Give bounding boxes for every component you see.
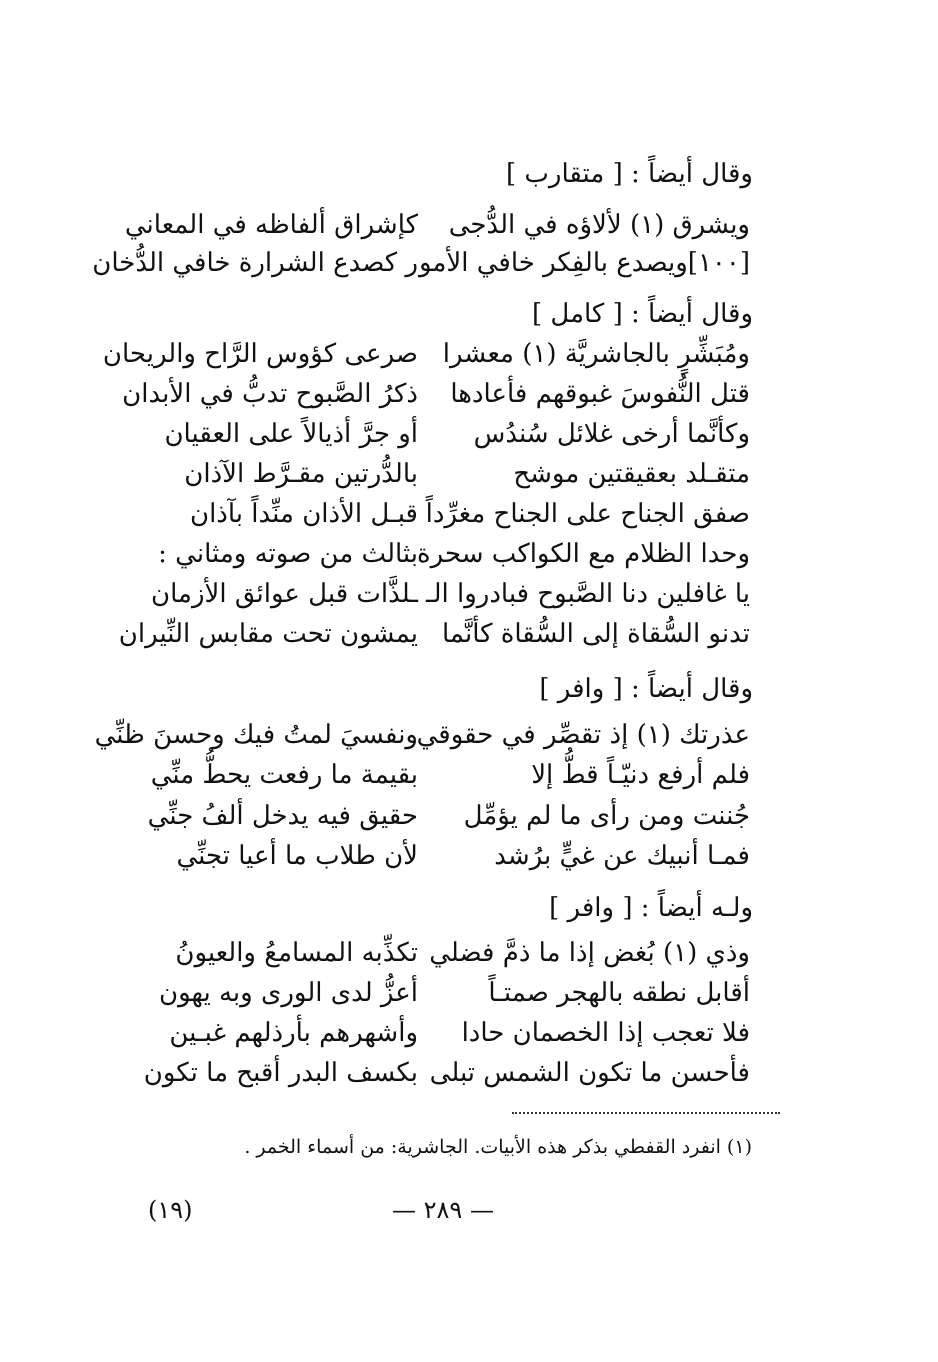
section-header: وقال أيضاً : [ متقارب ] <box>506 159 753 189</box>
verse-second-hemistich: وأشهرهم بأرذلهم غبـين <box>169 1018 418 1048</box>
verse-first-hemistich: فمـا أنبيك عن غيٍّ برُشد <box>494 841 750 871</box>
verse-first-hemistich: جُننت ومن رأى ما لم يؤمِّل <box>463 801 750 831</box>
verse-first-hemistich: ويشرق (١) لألاؤه في الدُّجى <box>448 210 750 240</box>
verse-first-hemistich: صفق الجناح على الجناح مغرِّداً <box>425 499 750 529</box>
verse-first-hemistich: متقـلد بعقيقتين موشح <box>513 459 750 489</box>
signature-mark: (١٩) <box>148 1196 193 1224</box>
verse-first-hemistich: وحدا الظلام مع الكواكب سحرة <box>416 539 750 569</box>
verse-second-hemistich: تكذِّبه المسامعُ والعيونُ <box>175 938 418 968</box>
verse-second-hemistich: كإشراق ألفاظه في المعاني <box>124 210 418 240</box>
verse-second-hemistich: بالدُّرتين مقـرَّط الآذان <box>184 459 418 489</box>
verse-first-hemistich: ومُبَشِّرٍ بالجاشريَّة (١) معشرا <box>442 339 750 369</box>
verse-first-hemistich: قتل النُّفوسَ غبوقهم فأعادها <box>450 379 750 409</box>
verse-first-hemistich: تدنو السُّقاة إلى السُّقاة كأنَّما <box>442 619 750 649</box>
verse-second-hemistich: ـلذَّات قبل عوائق الأزمان <box>151 579 418 609</box>
section-header: وقال أيضاً : [ كامل ] <box>531 299 753 329</box>
footnote-separator <box>512 1112 780 1114</box>
verse-second-hemistich: بثالث من صوته ومثاني : <box>158 539 418 569</box>
verse-second-hemistich: صرعى كؤوس الرَّاح والريحان <box>102 339 418 369</box>
verse-first-hemistich: وكأنَّما أرخى غلائل سُندُس <box>473 419 750 449</box>
verse-first-hemistich: فأحسن ما تكون الشمس تبلى <box>429 1058 750 1088</box>
verse-second-hemistich: يمشون تحت مقابس النِّيران <box>118 619 418 649</box>
verse-second-hemistich: أعزُّ لدى الورى وبه يهون <box>158 978 418 1008</box>
verse-first-hemistich: عذرتك (١) إذ تقصِّر في حقوقي <box>416 720 750 750</box>
verse-first-hemistich: أقابل نطقه بالهجر صمتـاً <box>488 978 750 1008</box>
verse-second-hemistich: أو جرَّ أذيالاً على العقيان <box>164 419 418 449</box>
verse-second-hemistich: ذكرُ الصَّبوح تدبُّ في الأبدان <box>122 379 418 409</box>
verse-second-hemistich: لأن طلاب ما أعيا تجنِّي <box>176 841 418 871</box>
page-number: — ٢٨٩ — <box>392 1196 494 1224</box>
verse-first-hemistich: يا غافلين دنا الصَّبوح فبادروا الـ <box>425 579 750 609</box>
section-header: وقال أيضاً : [ وافر ] <box>539 674 753 704</box>
verse-second-hemistich: ر كصدع الشرارة خافي الدُّخان <box>92 248 418 278</box>
verse-first-hemistich: فلم أرفع دنيّـاً قطُّ إلا <box>531 760 750 790</box>
verse-second-hemistich: بكسف البدر أقبح ما تكون <box>143 1058 418 1088</box>
verse-second-hemistich: حقيق فيه يدخل ألفُ جنِّي <box>147 801 418 831</box>
verse-first-hemistich: [١٠٠]ويصدع بالفِكر خافي الأمو <box>419 248 750 278</box>
verse-first-hemistich: فلا تعجب إذا الخصمان حادا <box>461 1018 750 1048</box>
section-header: ولـه أيضاً : [ وافر ] <box>549 893 753 923</box>
verse-first-hemistich: وذي (١) بُغض إذا ما ذمَّ فضلي <box>429 938 750 968</box>
footnote: (١) انفرد القفطي بذكر هذه الأبيات. الجاشرية: من أسماء الخمر . <box>244 1136 752 1158</box>
verse-second-hemistich: بقيمة ما رفعت يحطُّ منِّي <box>150 760 418 790</box>
verse-second-hemistich: قبـل الأذان منِّداً بآذان <box>189 499 418 529</box>
verse-second-hemistich: ونفسيَ لمتُ فيك وحسنَ ظنِّي <box>94 720 418 750</box>
